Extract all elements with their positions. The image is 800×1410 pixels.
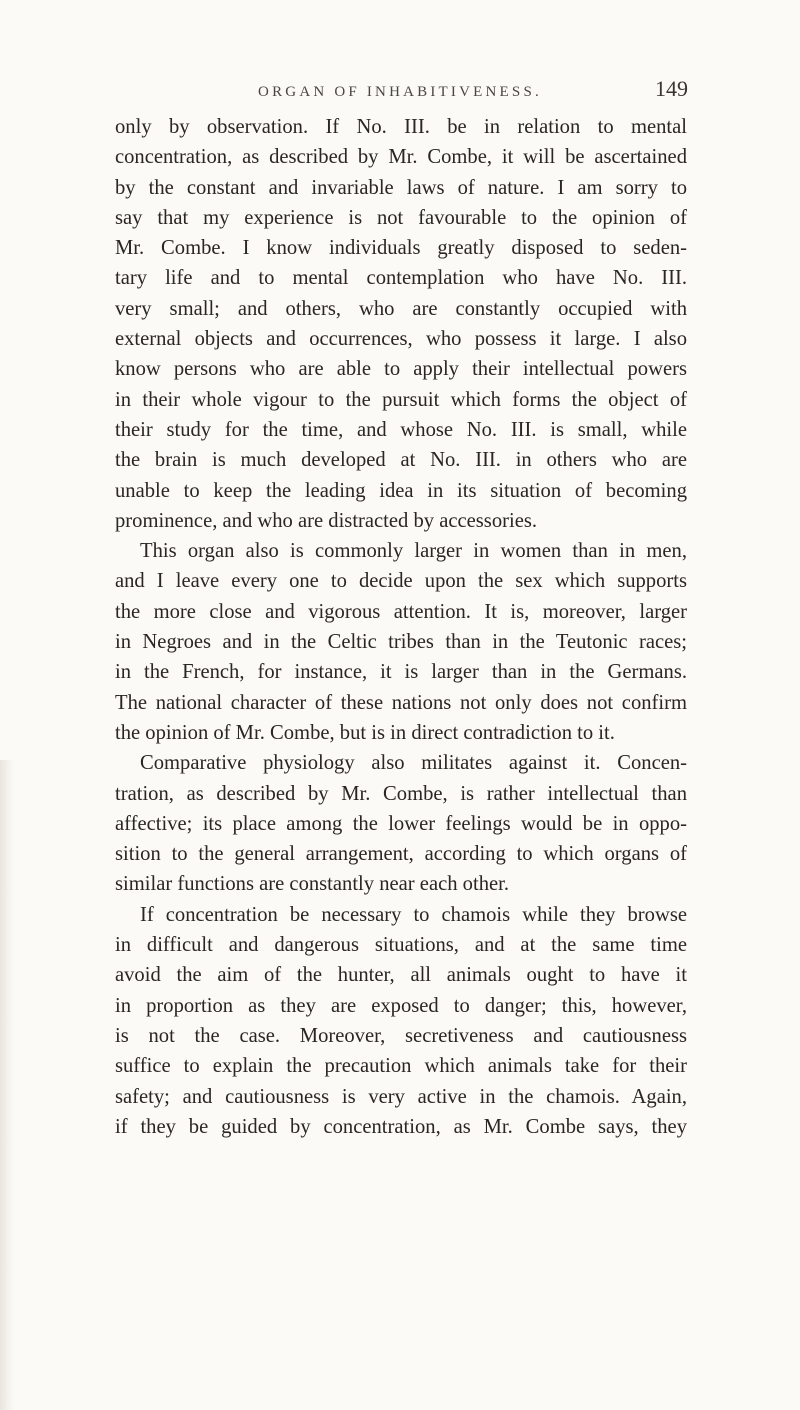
- text-line: avoid the aim of the hunter, all animals ought to have it: [115, 964, 687, 987]
- text-line: by the constant and invariable laws of nature. I am sorry to: [115, 176, 687, 199]
- text-line: if they be guided by concentration, as Mr. Combe says, they: [115, 1115, 687, 1138]
- text-line: unable to keep the leading idea in its situation of becoming: [115, 479, 687, 502]
- text-line: The national character of these nations not only does not confirm: [115, 691, 687, 714]
- text-line: know persons who are able to apply their intellectual powers: [115, 358, 687, 381]
- text-line-paragraph-end: similar functions are constantly near each other.: [115, 873, 509, 896]
- text-line: external objects and occurrences, who possess it large. I also: [115, 328, 687, 351]
- text-line: in Negroes and in the Celtic tribes than in the Teutonic races;: [115, 631, 687, 654]
- text-line: tary life and to mental contemplation who have No. III.: [115, 267, 687, 290]
- text-line: is not the case. Moreover, secretiveness and cautiousness: [115, 1024, 687, 1047]
- text-line: suffice to explain the precaution which animals take for their: [115, 1055, 687, 1078]
- text-line-paragraph-end: the opinion of Mr. Combe, but is in direct contradiction to it.: [115, 721, 615, 744]
- text-line: the brain is much developed at No. III. in others who are: [115, 449, 687, 472]
- text-line: their study for the time, and whose No. III. is small, while: [115, 418, 687, 441]
- text-line: and I leave every one to decide upon the sex which supports: [115, 570, 687, 593]
- text-line: in the French, for instance, it is larger than in the Germans.: [115, 661, 687, 684]
- text-line: very small; and others, who are constantly occupied with: [115, 297, 687, 320]
- text-line: affective; its place among the lower feelings would be in oppo-: [115, 812, 687, 835]
- text-line-paragraph-start: If concentration be necessary to chamois while they browse: [140, 903, 687, 926]
- text-line: in proportion as they are exposed to danger; this, however,: [115, 994, 687, 1017]
- text-line: safety; and cautiousness is very active in the chamois. Again,: [115, 1085, 687, 1108]
- page-header: [112, 76, 688, 106]
- body-text: [115, 112, 687, 1142]
- page-edge-shadow: [0, 760, 14, 1410]
- text-line-paragraph-start: This organ also is commonly larger in women than in men,: [140, 540, 687, 563]
- text-line: only by observation. If No. III. be in relation to mental: [115, 116, 687, 138]
- text-line: say that my experience is not favourable to the opinion of: [115, 206, 687, 229]
- text-line: in their whole vigour to the pursuit which forms the object of: [115, 388, 687, 411]
- text-line: tration, as described by Mr. Combe, is rather intellectual than: [115, 782, 687, 805]
- text-line: the more close and vigorous attention. It is, moreover, larger: [115, 600, 687, 623]
- page-number: 149: [655, 76, 688, 101]
- text-line-paragraph-end: prominence, and who are distracted by accessories.: [115, 509, 538, 532]
- running-head: ORGAN OF INHABITIVENESS.: [258, 84, 542, 100]
- text-line: in difficult and dangerous situations, and at the same time: [115, 934, 687, 957]
- text-line: Mr. Combe. I know individuals greatly disposed to seden-: [115, 237, 687, 260]
- text-line: sition to the general arrangement, according to which organs of: [115, 843, 687, 866]
- text-line: concentration, as described by Mr. Combe, it will be ascertained: [115, 146, 687, 169]
- text-line-paragraph-start: Comparative physiology also militates against it. Concen-: [140, 752, 687, 775]
